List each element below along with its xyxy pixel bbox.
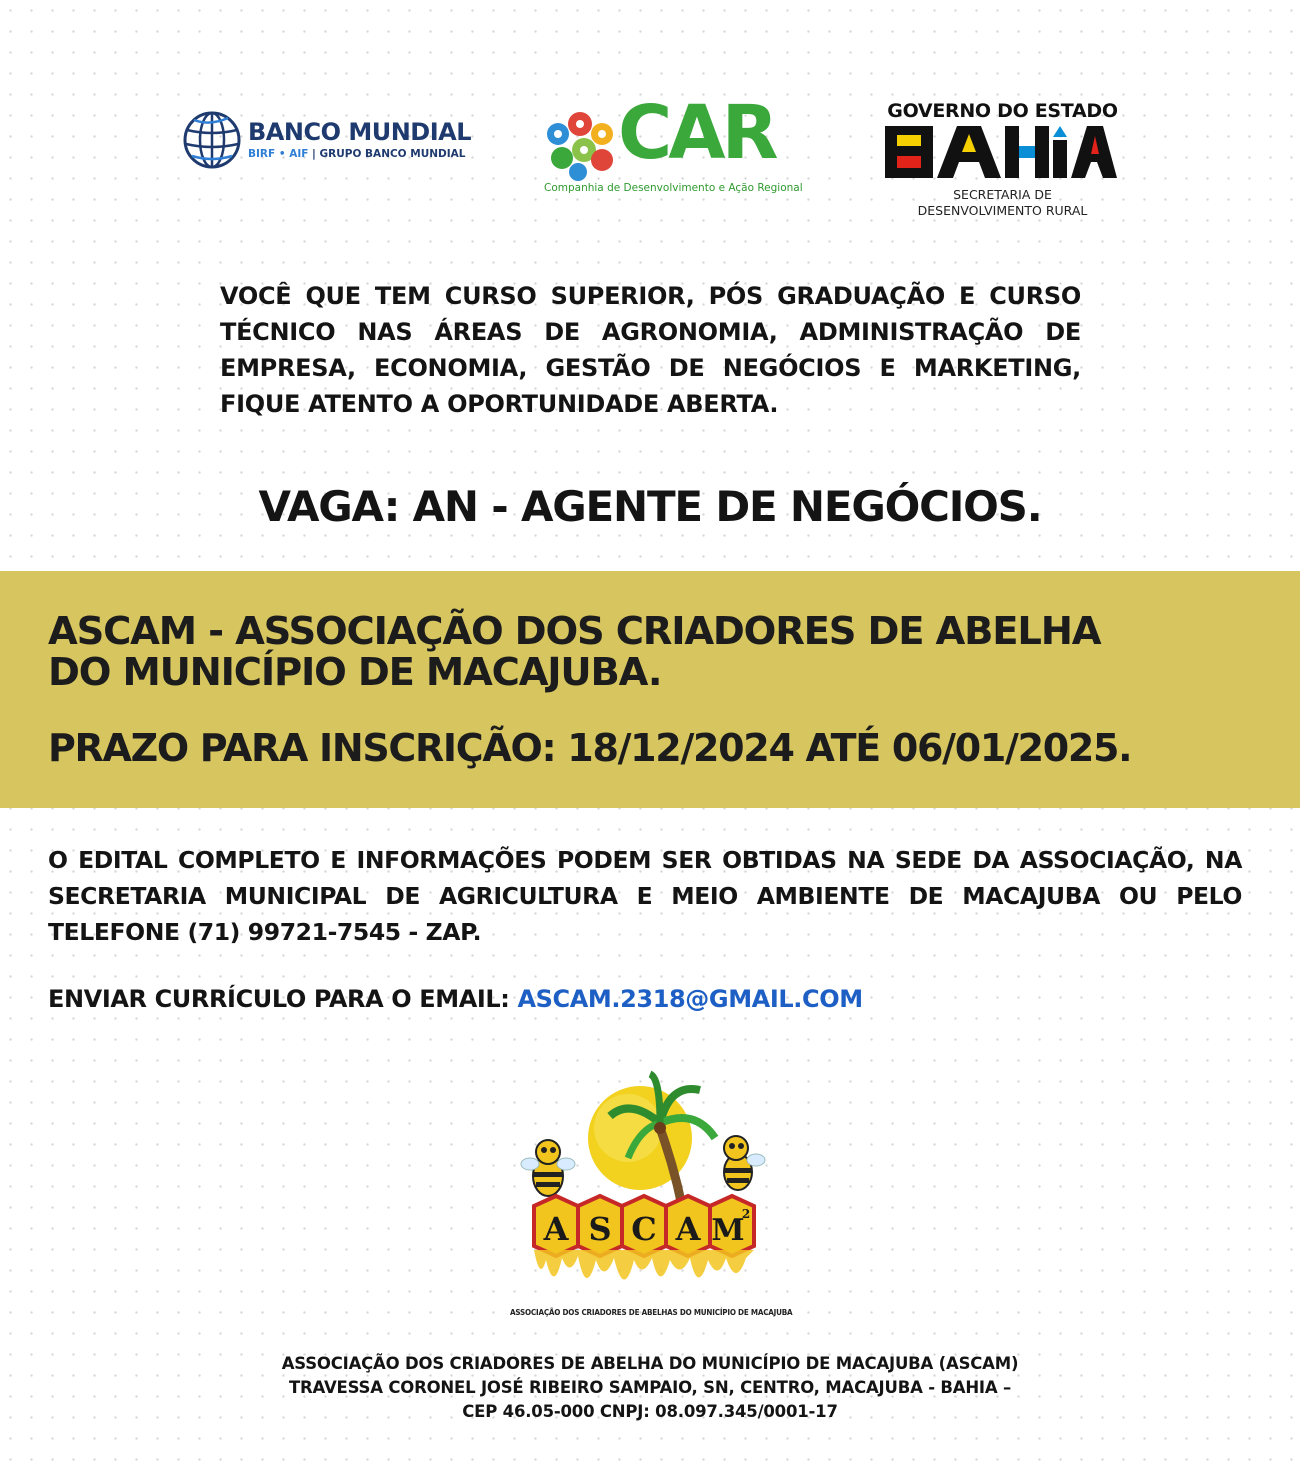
car-icons-cluster — [540, 106, 620, 186]
footer-address — [0, 1352, 1300, 1424]
bahia-government-title: GOVERNO DO ESTADO — [887, 100, 1118, 122]
ascam-logo — [510, 1068, 793, 1333]
hex-letter-3: C — [631, 1210, 657, 1248]
world-bank-subtitle — [248, 148, 465, 160]
send-cv-label: ENVIAR CURRÍCULO PARA O EMAIL: — [48, 985, 518, 1013]
hexagon-letters — [534, 1196, 754, 1256]
world-bank-name: BANCO MUNDIAL — [248, 118, 471, 146]
registration-deadline: PRAZO PARA INSCRIÇÃO: 18/12/2024 ATÉ 06/01/2025. — [48, 726, 1132, 770]
footer-line2: TRAVESSA CORONEL JOSÉ RIBEIRO SAMPAIO, SN, CENTRO, MACAJUBA - BAHIA – — [288, 1378, 1012, 1397]
hex-superscript: 2 — [741, 1207, 751, 1221]
footer-line3: CEP 46.05-000 CNPJ: 08.097.345/0001-17 — [462, 1402, 838, 1421]
car-logo — [540, 90, 820, 202]
hex-letter-5: M — [711, 1213, 745, 1248]
ascam-logo-caption: ASSOCIAÇÃO DOS CRIADORES DE ABELHAS DO MUNICÍPIO DE MACAJUBA — [510, 1308, 793, 1317]
world-bank-sub-accent: BIRF • AIF — [248, 148, 309, 160]
bahia-secretariat-line2: DESENVOLVIMENTO RURAL — [917, 203, 1088, 218]
highlight-band — [0, 571, 1300, 808]
globe-icon — [182, 110, 242, 170]
hex-letter-4: A — [675, 1210, 701, 1248]
bahia-secretariat-line1: SECRETARIA DE — [953, 187, 1052, 202]
association-name — [48, 611, 1258, 693]
left-bee-icon — [521, 1140, 575, 1196]
bahia-secretariat — [880, 187, 1125, 219]
bahia-wordmark — [885, 126, 1117, 178]
association-name-line1: ASCAM - ASSOCIAÇÃO DOS CRIADORES DE ABELHA — [48, 609, 1101, 654]
footer-line1: ASSOCIAÇÃO DOS CRIADORES DE ABELHA DO MUNICÍPIO DE MACAJUBA (ASCAM) — [281, 1354, 1019, 1373]
association-name-line2: DO MUNICÍPIO DE MACAJUBA. — [48, 650, 662, 695]
hex-letter-2: S — [588, 1210, 612, 1248]
world-bank-logo — [182, 110, 472, 174]
car-wordmark: CAR — [618, 90, 775, 176]
send-cv-line — [48, 985, 1248, 1013]
job-title-heading: VAGA: AN - AGENTE DE NEGÓCIOS. — [258, 482, 1042, 531]
car-subtitle: Companhia de Desenvolvimento e Ação Regional — [544, 182, 803, 194]
world-bank-sub-rest: | GRUPO BANCO MUNDIAL — [308, 148, 466, 160]
edital-paragraph: O EDITAL COMPLETO E INFORMAÇÕES PODEM SER OBTIDAS NA SEDE DA ASSOCIAÇÃO, NA SECRETARIA MUNICIPAL DE AGRICULTURA E MEIO AMBIENTE DE MACAJUBA OU PELO TELEFONE (71) 99721-7545 - ZAP. — [48, 846, 1242, 946]
intro-paragraph: VOCÊ QUE TEM CURSO SUPERIOR, PÓS GRADUAÇÃO E CURSO TÉCNICO NAS ÁREAS DE AGRONOMIA, ADMINISTRAÇÃO DE EMPRESA, ECONOMIA, GESTÃO DE NEGÓCIOS E MARKETING, FIQUE ATENTO A OPORTUNIDADE ABERTA. — [220, 282, 1081, 418]
bahia-government-logo — [880, 100, 1125, 225]
right-bee-icon — [724, 1136, 765, 1190]
email-link[interactable]: ASCAM.2318@GMAIL.COM — [517, 985, 863, 1013]
hex-letter-1: A — [543, 1210, 569, 1248]
ascam-emblem — [510, 1068, 790, 1308]
